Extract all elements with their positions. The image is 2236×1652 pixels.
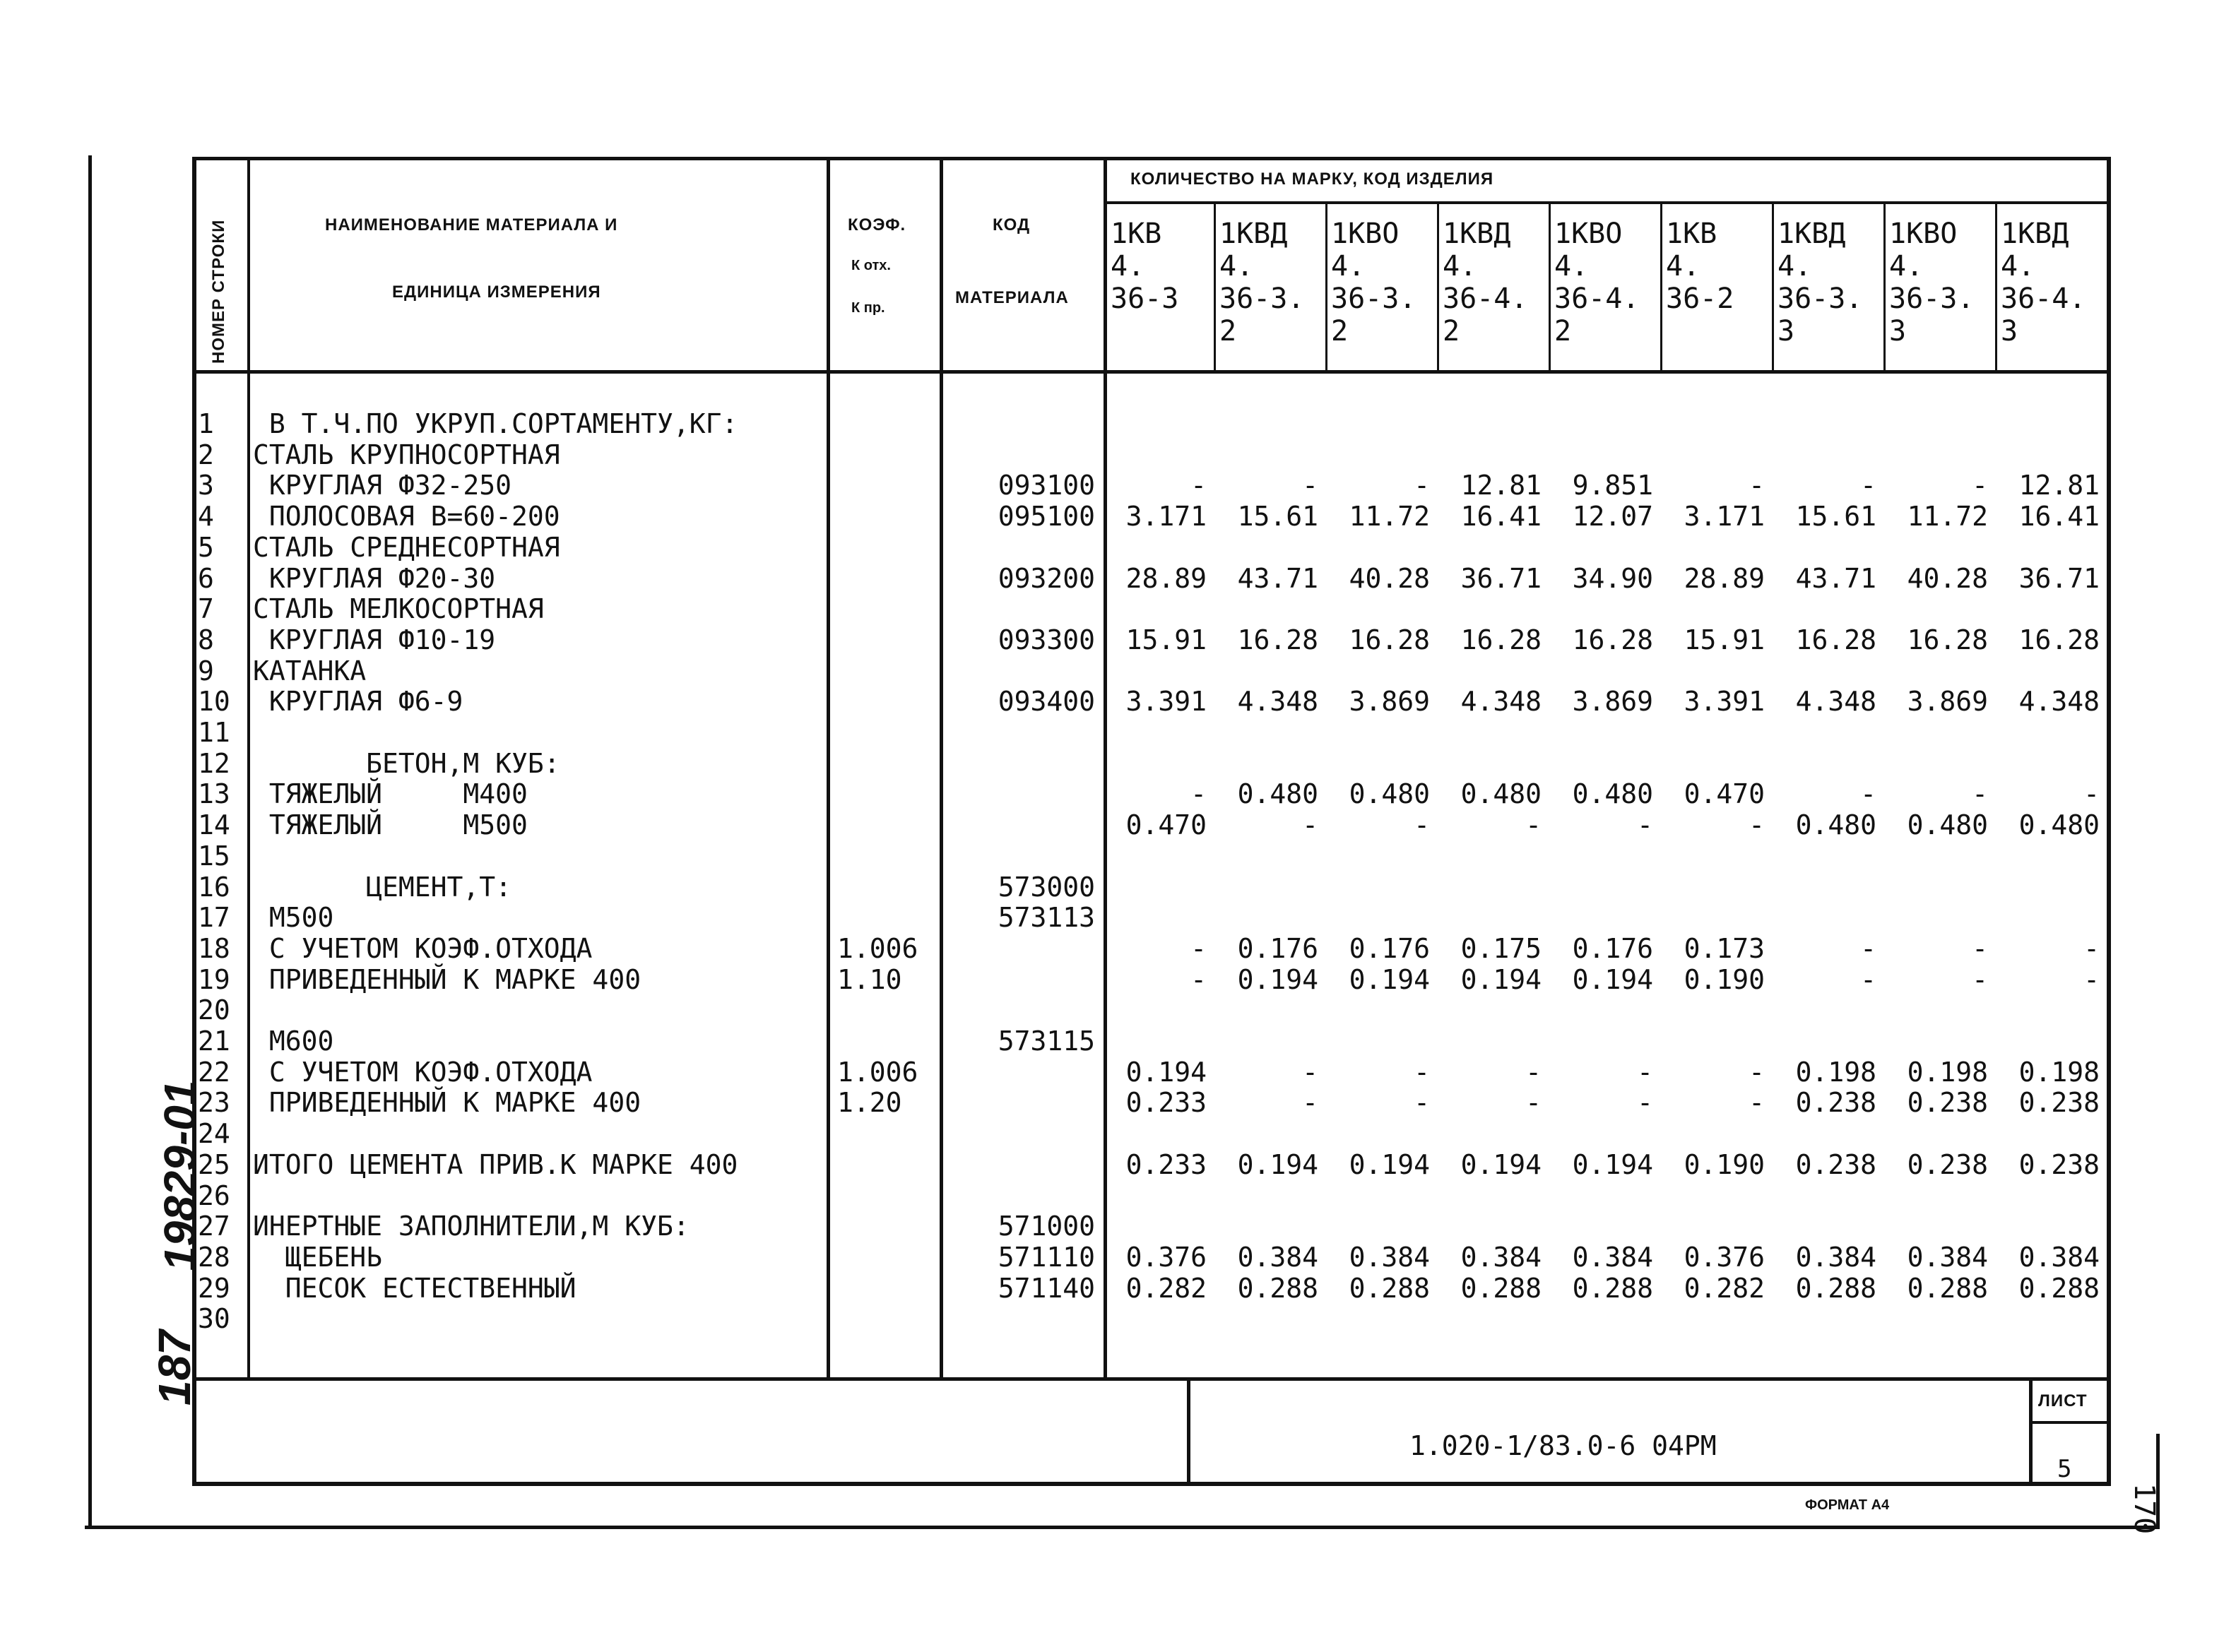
material-name: С УЧЕТОМ КОЭФ.ОТХОДА [253,933,593,964]
product-column-header-line2: 4. [2001,250,2035,283]
table-border-top [194,157,2109,160]
quantity-cell: - [2083,778,2100,809]
quantity-cell: 43.71 [1795,563,1876,594]
material-name: ИНЕРТНЫЕ ЗАПОЛНИТЕЛИ,М КУБ: [253,1211,690,1242]
coefficient: 1.20 [837,1087,902,1118]
sheet-number: 5 [2057,1455,2072,1483]
material-code: 573113 [998,902,1095,933]
material-name: КРУГЛАЯ Ф10-19 [253,624,496,655]
quantity-cell: - [1302,1057,1318,1088]
quantity-cell: - [1525,1087,1542,1118]
quantity-cell: 0.194 [1572,964,1653,995]
material-code: 093300 [998,624,1095,655]
product-column-header-line2: 4. [1219,250,1254,283]
row-number: 17 [198,902,230,933]
row-number: 27 [198,1211,230,1242]
quantity-cell: - [1525,809,1542,840]
row-number: 24 [198,1118,230,1149]
row-number: 7 [198,593,214,624]
quantity-cell: 0.190 [1684,964,1765,995]
quantity-cell: 36.71 [2018,563,2100,594]
quantity-cell: - [1414,809,1430,840]
quantity-cell: 0.384 [1907,1242,1988,1273]
quantity-cell: 40.28 [1349,563,1430,594]
material-code: 095100 [998,501,1095,532]
table-border-bottom [192,1482,2111,1486]
material-name: М500 [253,902,334,933]
header-separator [192,370,2111,374]
body-bottom-line [192,1377,2111,1381]
row-number: 14 [198,809,230,840]
row-number: 11 [198,717,230,748]
product-column-header-line2: 4. [1777,250,1812,283]
stamp-divider-vertical [1187,1379,1190,1485]
quantity-cell: 16.28 [1237,624,1318,655]
quantity-cell: 0.480 [2018,809,2100,840]
material-name: ТЯЖЕЛЫЙ М500 [253,809,528,840]
material-name: ИТОГО ЦЕМЕНТА ПРИВ.К МАРКЕ 400 [253,1149,738,1180]
quantity-cell: - [1749,1087,1765,1118]
row-number: 15 [198,840,230,872]
code-header-line2: МАТЕРИАЛА [955,288,1069,307]
quantity-cell: - [1414,1087,1430,1118]
quantity-cell: 15.61 [1237,501,1318,532]
quantity-cell: 15.91 [1125,624,1207,655]
product-column-header-line3: 36-3. [1889,283,1975,315]
quantity-cell: - [1302,1087,1318,1118]
row-number: 19 [198,964,230,995]
product-column-header-line4 [1666,315,1734,347]
quantity-cell: 0.480 [1460,778,1542,809]
material-name: КАТАНКА [253,655,367,687]
coef-header-line2: К отх. [851,258,891,273]
quantity-cell: - [1190,933,1207,964]
quantity-cell: 0.384 [1237,1242,1318,1273]
bottom-margin-line [85,1526,2158,1529]
quantity-cell: 0.176 [1572,933,1653,964]
product-column-header-line1: 1КВД [1219,218,1288,250]
quantity-cell: 12.81 [2018,470,2100,501]
material-name: ЩЕБЕНЬ [253,1242,383,1273]
row-number: 30 [198,1303,230,1334]
quantity-cell: - [1414,470,1430,501]
quantity-cell: 0.480 [1795,809,1876,840]
quantity-cell: 0.384 [2018,1242,2100,1273]
product-column-header-line3: 36-3. [1219,283,1305,315]
quantity-cell: 11.72 [1349,501,1430,532]
quantity-cell: 0.470 [1684,778,1765,809]
right-edge-number: 170 [2128,1483,2160,1535]
row-number: 6 [198,563,214,594]
quantity-cell: 16.28 [1349,624,1430,655]
product-column-header [1331,218,1416,347]
coef-header-line1: КОЭФ. [848,215,906,234]
product-col-divider [1549,201,1551,372]
product-column-header-line4: 2 [1443,315,1460,347]
product-column-header [1219,218,1304,347]
coefficient: 1.006 [837,1057,918,1088]
quantity-cell: 0.238 [2018,1149,2100,1180]
product-column-header [1111,218,1178,347]
material-name: ПЕСОК ЕСТЕСТВЕННЫЙ [253,1273,576,1304]
quantity-cell: - [1860,933,1876,964]
quantity-cell: 0.480 [1349,778,1430,809]
product-col-divider [1660,201,1662,372]
quantity-cell: 15.61 [1795,501,1876,532]
material-name: ПРИВЕДЕННЫЙ К МАРКЕ 400 [253,1087,641,1118]
product-column-header-line3: 36-3. [1331,283,1416,315]
product-column-header [1666,218,1734,347]
row-number: 1 [198,408,214,439]
row-number: 8 [198,624,214,655]
quantity-cell: - [1637,1057,1653,1088]
material-code: 573115 [998,1026,1095,1057]
quantity-cell: 0.384 [1795,1242,1876,1273]
product-column-header-line1: 1КВО [1331,218,1400,250]
quantity-cell: - [1972,778,1988,809]
row-number: 16 [198,872,230,903]
material-name: БЕТОН,М КУБ: [253,748,560,779]
quantity-cell: 0.198 [1907,1057,1988,1088]
quantity-cell: - [1525,1057,1542,1088]
document-designation: 1.020-1/83.0-6 04РМ [1409,1430,1717,1461]
row-number: 2 [198,439,214,470]
product-column-header-line1: 1КВ [1111,218,1162,250]
quantity-cell: 3.391 [1125,686,1207,717]
quantity-cell: 0.282 [1125,1273,1207,1304]
material-code: 571000 [998,1211,1095,1242]
quantity-cell: 4.348 [2018,686,2100,717]
product-column-header-line2: 4. [1331,250,1366,283]
product-column-header [1554,218,1639,347]
quantity-cell: 0.288 [1795,1273,1876,1304]
quantity-cell: 0.194 [1237,1149,1318,1180]
col-divider-code [1104,157,1107,1379]
product-column-header-line1: 1КВО [1889,218,1958,250]
quantity-cell: 16.41 [2018,501,2100,532]
quantity-cell: 0.194 [1572,1149,1653,1180]
quantity-cell: 0.194 [1349,1149,1430,1180]
quantity-cell: 4.348 [1237,686,1318,717]
row-number: 3 [198,470,214,501]
quantity-cell: 0.238 [1907,1149,1988,1180]
quantity-cell: 12.81 [1460,470,1542,501]
quantity-cell: 0.480 [1907,809,1988,840]
product-column-header-line1: 1КВ [1666,218,1717,250]
product-column-header-line4: 2 [1554,315,1572,347]
quantity-cell: 0.288 [2018,1273,2100,1304]
quantity-cell: 34.90 [1572,563,1653,594]
row-number: 26 [198,1180,230,1211]
quantity-cell: 0.288 [1237,1273,1318,1304]
quantity-cell: 0.480 [1572,778,1653,809]
product-column-header [1443,218,1527,347]
product-col-divider [1995,201,1997,372]
inventory-number: 19829-01 [155,1080,206,1271]
quantity-cell: - [1860,778,1876,809]
quantity-cell: 0.233 [1125,1149,1207,1180]
quantity-header: КОЛИЧЕСТВО НА МАРКУ, КОД ИЗДЕЛИЯ [1130,170,1494,189]
col-divider-coef [940,157,943,1379]
quantity-cell: 4.348 [1460,686,1542,717]
material-code: 573000 [998,872,1095,903]
row-number-header: НОМЕР СТРОКИ [209,219,228,364]
product-column-header-line2: 4. [1889,250,1924,283]
col-divider-row-number [247,157,250,1379]
quantity-cell: 0.190 [1684,1149,1765,1180]
name-header-line1: НАИМЕНОВАНИЕ МАТЕРИАЛА И [325,215,618,234]
row-number: 4 [198,501,214,532]
product-column-header-line3: 36-4. [2001,283,2086,315]
material-code: 093100 [998,470,1095,501]
row-number: 21 [198,1026,230,1057]
quantity-cell: 16.28 [1460,624,1542,655]
quantity-cell: 16.28 [1907,624,1988,655]
row-number: 9 [198,655,214,687]
quantity-cell: - [1414,1057,1430,1088]
sheet-label: ЛИСТ [2038,1391,2088,1410]
quantity-cell: - [1190,778,1207,809]
quantity-cell: 3.171 [1684,501,1765,532]
quantity-cell: 0.384 [1572,1242,1653,1273]
product-column-header-line1: 1КВД [2001,218,2069,250]
quantity-cell: 28.89 [1125,563,1207,594]
name-header-line2: ЕДИНИЦА ИЗМЕРЕНИЯ [392,283,601,302]
product-column-header-line3: 36-3 [1111,283,1179,315]
quantity-cell: 0.288 [1572,1273,1653,1304]
row-number: 22 [198,1057,230,1088]
product-column-header-line2: 4. [1443,250,1477,283]
quantity-cell: - [1749,470,1765,501]
quantity-cell: 0.198 [2018,1057,2100,1088]
product-column-header-line4 [1111,315,1178,347]
row-number: 28 [198,1242,230,1273]
product-column-header-line3: 36-4. [1554,283,1640,315]
quantity-cell: 0.173 [1684,933,1765,964]
row-number: 12 [198,748,230,779]
coefficient: 1.006 [837,933,918,964]
quantity-cell: 16.28 [2018,624,2100,655]
quantity-cell: - [1972,964,1988,995]
product-column-header [1889,218,1974,347]
quantity-cell: 0.194 [1460,964,1542,995]
material-code: 093200 [998,563,1095,594]
row-number: 13 [198,778,230,809]
material-name: СТАЛЬ СРЕДНЕСОРТНАЯ [253,532,560,563]
quantity-cell: 3.391 [1684,686,1765,717]
quantity-cell: 9.851 [1572,470,1653,501]
material-code: 093400 [998,686,1095,717]
quantity-cell: 0.238 [1907,1087,1988,1118]
quantity-cell: 0.233 [1125,1087,1207,1118]
product-col-divider [1772,201,1774,372]
product-column-header-line4: 2 [1219,315,1237,347]
quantity-cell: 15.91 [1684,624,1765,655]
quantity-cell: 0.238 [1795,1149,1876,1180]
row-number: 5 [198,532,214,563]
material-name: КРУГЛАЯ Ф6-9 [253,686,463,717]
quantity-cell: 0.376 [1125,1242,1207,1273]
quantity-cell: 0.288 [1907,1273,1988,1304]
quantity-cell: 0.176 [1349,933,1430,964]
quantity-cell: - [1637,1087,1653,1118]
quantity-cell: - [1972,470,1988,501]
coefficient: 1.10 [837,964,902,995]
quantity-cell: 43.71 [1237,563,1318,594]
quantity-cell: 0.194 [1125,1057,1207,1088]
material-name: ПРИВЕДЕННЫЙ К МАРКЕ 400 [253,964,641,995]
col-divider-name [827,157,830,1379]
product-col-divider [1325,201,1327,372]
quantity-cell: 0.175 [1460,933,1542,964]
quantity-cell: - [1637,809,1653,840]
material-name: ЦЕМЕНТ,Т: [253,872,512,903]
quantity-cell: 0.238 [2018,1087,2100,1118]
quantity-cell: - [1190,964,1207,995]
product-column-header-line4: 3 [1889,315,1907,347]
quantity-cell: 0.384 [1460,1242,1542,1273]
quantity-cell: - [1860,964,1876,995]
product-column-header-line2: 4. [1111,250,1145,283]
quantity-cell: 0.238 [1795,1087,1876,1118]
product-column-header-line3: 36-2 [1666,283,1734,315]
material-name: С УЧЕТОМ КОЭФ.ОТХОДА [253,1057,593,1088]
quantity-cell: - [1749,809,1765,840]
quantity-cell: 3.869 [1349,686,1430,717]
product-col-divider [1437,201,1439,372]
product-column-header-line4: 3 [2001,315,2018,347]
coef-header-line3: К пр. [851,300,885,316]
quantity-cell: 0.470 [1125,809,1207,840]
quantity-cell: - [2083,933,2100,964]
quantity-cell: 16.41 [1460,501,1542,532]
quantity-cell: 28.89 [1684,563,1765,594]
quantity-cell: - [1302,809,1318,840]
stamp-sheet-label-line [2029,1421,2108,1424]
quantity-cell: 0.384 [1349,1242,1430,1273]
quantity-cell: - [2083,964,2100,995]
quantity-cell: 0.176 [1237,933,1318,964]
product-column-header-line1: 1КВО [1554,218,1623,250]
material-name: М600 [253,1026,334,1057]
material-name: СТАЛЬ КРУПНОСОРТНАЯ [253,439,560,470]
row-number: 23 [198,1087,230,1118]
material-code: 571140 [998,1273,1095,1304]
row-number: 18 [198,933,230,964]
product-column-header [1777,218,1862,347]
quantity-label-separator [1104,201,2111,204]
quantity-cell: 16.28 [1572,624,1653,655]
material-name: КРУГЛАЯ Ф32-250 [253,470,512,501]
quantity-cell: - [1302,470,1318,501]
material-name: ПОЛОСОВАЯ В=60-200 [253,501,560,532]
product-column-header-line1: 1КВД [1777,218,1846,250]
row-number: 29 [198,1273,230,1304]
product-column-header-line2: 4. [1554,250,1589,283]
product-column-header-line3: 36-4. [1443,283,1528,315]
quantity-cell: 0.376 [1684,1242,1765,1273]
material-name: ТЯЖЕЛЫЙ М400 [253,778,528,809]
quantity-cell: - [1749,1057,1765,1088]
product-col-divider [1883,201,1886,372]
quantity-cell: 0.288 [1460,1273,1542,1304]
row-number: 20 [198,994,230,1026]
code-header-line1: КОД [993,215,1031,234]
quantity-cell: 36.71 [1460,563,1542,594]
quantity-cell: 0.480 [1237,778,1318,809]
quantity-cell: 0.288 [1349,1273,1430,1304]
quantity-cell: 3.171 [1125,501,1207,532]
product-column-header-line1: 1КВД [1443,218,1511,250]
quantity-cell: 12.07 [1572,501,1653,532]
quantity-cell: 11.72 [1907,501,1988,532]
stamp-sheet-divider [2029,1379,2033,1485]
left-margin-line [88,155,92,1529]
quantity-cell: 0.194 [1460,1149,1542,1180]
quantity-cell: 0.282 [1684,1273,1765,1304]
material-name: СТАЛЬ МЕЛКОСОРТНАЯ [253,593,544,624]
product-column-header-line3: 36-3. [1777,283,1863,315]
handwritten-number: 187 [149,1330,200,1406]
quantity-cell: 3.869 [1572,686,1653,717]
product-column-header-line4: 3 [1777,315,1795,347]
table-border-left [192,157,196,1485]
product-column-header-line4: 2 [1331,315,1349,347]
product-column-header-line2: 4. [1666,250,1700,283]
quantity-cell: - [1860,470,1876,501]
row-number: 25 [198,1149,230,1180]
quantity-cell: 16.28 [1795,624,1876,655]
format-label: ФОРМАТ А4 [1805,1497,1890,1513]
material-name: КРУГЛАЯ Ф20-30 [253,563,496,594]
quantity-cell: 40.28 [1907,563,1988,594]
row-number: 10 [198,686,230,717]
material-code: 571110 [998,1242,1095,1273]
quantity-cell: 4.348 [1795,686,1876,717]
quantity-cell: - [1972,933,1988,964]
product-column-header [2001,218,2086,347]
quantity-cell: - [1190,470,1207,501]
product-col-divider [1214,201,1216,372]
quantity-cell: 0.194 [1237,964,1318,995]
quantity-cell: 0.194 [1349,964,1430,995]
quantity-cell: 3.869 [1907,686,1988,717]
material-name: В Т.Ч.ПО УКРУП.СОРТАМЕНТУ,КГ: [253,408,738,439]
table-border-right [2107,157,2111,1485]
quantity-cell: 0.198 [1795,1057,1876,1088]
